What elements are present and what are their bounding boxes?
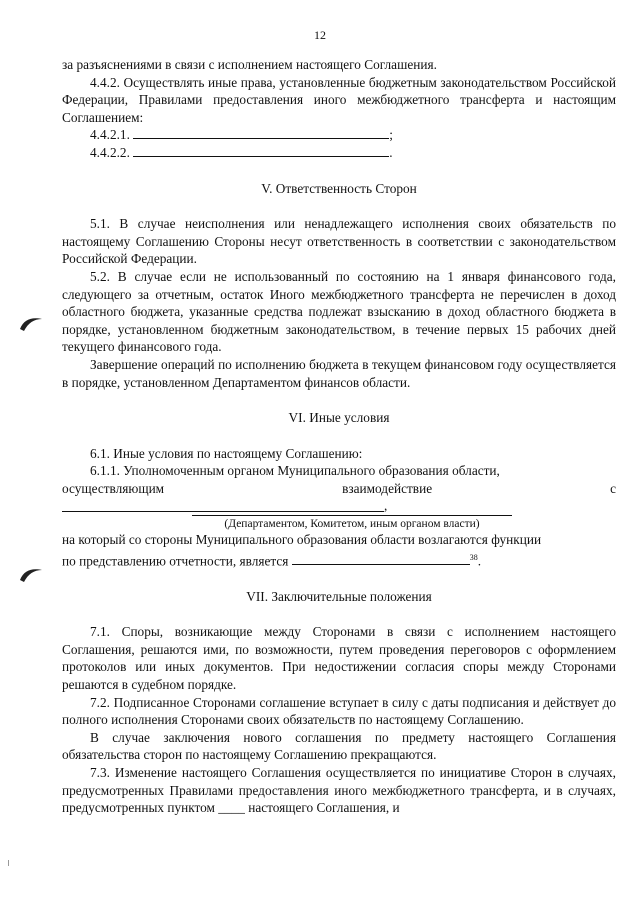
- clause-punct: .: [477, 553, 482, 569]
- clause-6-1-1-end: [62, 549, 616, 570]
- clause-6-1: 6.1. Иные условия по настоящему Соглашению:: [90, 445, 363, 461]
- punch-hole-mark: [18, 315, 44, 333]
- word: взаимодействие: [342, 480, 433, 496]
- word: с: [610, 480, 616, 496]
- punch-hole-mark: [18, 566, 44, 584]
- clause-text: по представлению отчетности, является: [62, 553, 289, 569]
- clause-5-closing: Завершение операций по исполнению бюджета в текущем финансовом году осуществляется в порядке, установленном Департаментом финансов области.: [62, 356, 616, 390]
- scan-tick-mark: [8, 860, 9, 866]
- document-body: [62, 56, 616, 817]
- blank-field: [133, 144, 389, 157]
- clause-punct: ,: [384, 498, 388, 514]
- clause-4-4-2-1: [62, 126, 616, 144]
- clause-punct: .: [389, 144, 393, 160]
- clause-5-2: 5.2. В случае если не использованный по состоянию на 1 января финансового года, следующего за отчетным, остаток Иного межбюджетного трансферта не перечислен в доход областного бюджета, указанные средства подлежат взысканию в доход областного бюджета в порядке, установленном бюджетным законодательством, в течение первых 15 рабочих дней текущего финансового года.: [62, 268, 616, 355]
- clause-punct: ;: [389, 127, 393, 143]
- blank-field: [292, 552, 470, 565]
- clause-5-1: 5.1. В случае неисполнения или ненадлежащего исполнения своих обязательств по настоящему Соглашению Стороны несут ответственность в соответствии с законодательством Российской Федерации.: [62, 216, 616, 267]
- clause-6-1-1: 6.1.1. Уполномоченным органом Муниципального образования области,: [90, 463, 500, 479]
- section-title: VII. Заключительные положения: [246, 588, 432, 604]
- clause-4-4-2: 4.4.2. Осуществлять иные права, установленные бюджетным законодательством Российской Федерации, Правилами предоставления иного межбюджетного трансферта и настоящим Соглашением:: [62, 74, 616, 125]
- authority-blank-row: [62, 497, 616, 515]
- clause-7-1: 7.1. Споры, возникающие между Сторонами в связи с исполнением настоящего Соглашения, решаются ими, по возможности, путем проведения переговоров с оформлением протоколов или иных документов. При недостижении согласия споры между Сторонами решаются в судебном порядке.: [62, 624, 616, 693]
- clause-label: 4.4.2.2.: [90, 144, 130, 160]
- section-title: V. Ответственность Сторон: [261, 180, 417, 196]
- clause-6-1-1-cont: на который со стороны Муниципального образования области возлагаются функции: [62, 532, 542, 548]
- word: осуществляющим: [62, 480, 165, 496]
- blank-field: [62, 497, 384, 512]
- blank-field: [133, 126, 389, 139]
- clause-7-2: 7.2. Подписанное Сторонами соглашение вступает в силу с даты подписания и действует до полного исполнения Сторонами своих обязательств по настоящему Соглашению.: [62, 694, 616, 728]
- field-caption: (Департаментом, Комитетом, иным органом власти): [192, 515, 512, 531]
- clause-7-3: 7.3. Изменение настоящего Соглашения осуществляется по инициативе Сторон в случаях, предусмотренных Правилами предоставления иного межбюджетного трансферта, и в случаях, предусмотренных пунктом ____ настоящего Соглашения, и: [62, 765, 616, 816]
- clause-label: 4.4.2.1.: [90, 127, 130, 143]
- footnote-ref: 38: [469, 552, 478, 562]
- clause-7-2-b: В случае заключения нового соглашения по предмету настоящего Соглашения обязательства сторон по настоящему Соглашению прекращаются.: [62, 729, 616, 763]
- page-number: 12: [314, 28, 326, 42]
- clause-6-1-1-line: [62, 480, 616, 498]
- clause-4-4-2-2: [62, 144, 616, 162]
- section-title: VI. Иные условия: [288, 410, 390, 426]
- paragraph-continuation: за разъяснениями в связи с исполнением настоящего Соглашения.: [62, 57, 437, 72]
